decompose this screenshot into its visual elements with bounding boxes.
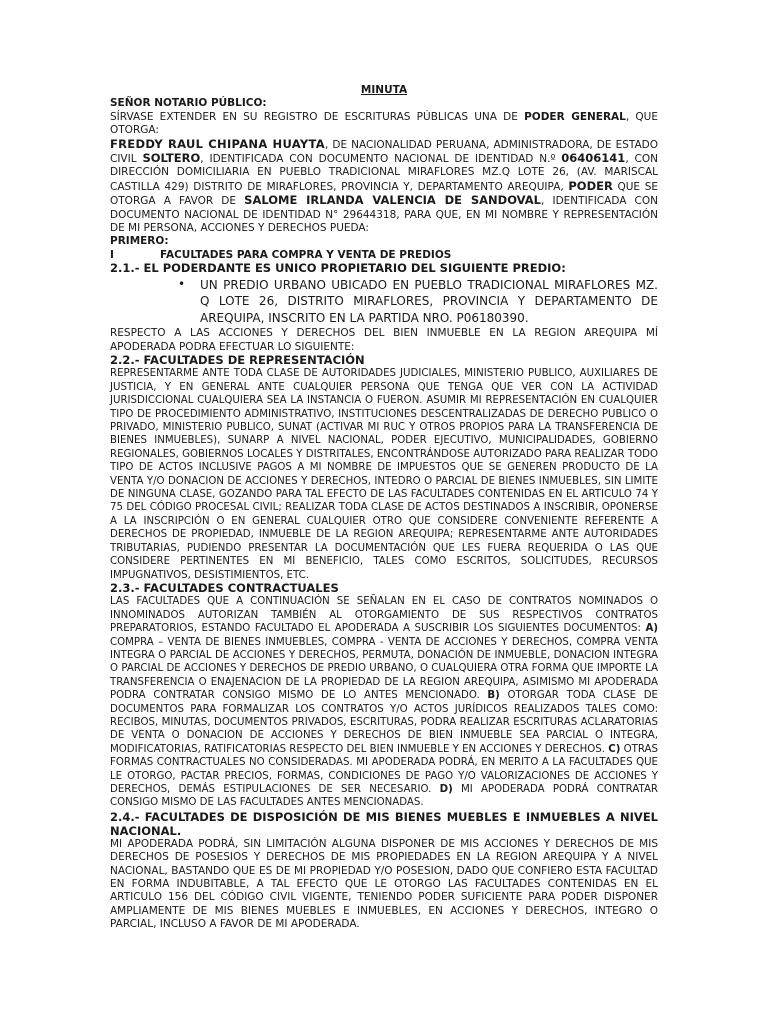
contract-text-3: OTORGAR TODA CLASE DE DOCUMENTOS PARA FORMALIZAR LOS CONTRATOS Y/O ACTOS JURÍDICOS REALIZADOS TALES COMO: RECIBOS, MINUTAS, DOCUMENTOS PRIVADOS, ESCRITURAS, PODRA REALIZAR ESCRITURAS ACLARATORIAS DE VENTA O DONACION DE ACCIONES Y DERECHOS DE BIEN INMUEBLE SEA PARCIAL O INTEGRA, MODIFICATORIAS, RATIFICATORIAS RESPECTO DEL BIEN INMUEBLE Y EN ACCIONES Y DERECHOS. xyxy=(110,690,658,755)
grantor-dni: 06406141 xyxy=(561,151,626,166)
section-2-1-after: RESPECTO A LAS ACCIONES Y DERECHOS DEL BIEN INMUEBLE EN LA REGION AREQUIPA MÍ APODERADA PODRA EFECTUAR LO SIGUIENTE: xyxy=(110,327,658,353)
party-paragraph xyxy=(110,138,658,236)
section-2-2-heading: 2.2.- FACULTADES DE REPRESENTACIÓN xyxy=(110,353,365,367)
intro-text: SÍRVASE EXTENDER EN SU REGISTRO DE ESCRITURAS PÚBLICAS UNA DE xyxy=(110,110,525,123)
intro-text-end: , QUE OTORGA: xyxy=(110,110,659,137)
section-i-number: I xyxy=(110,248,114,261)
bullet-dot: • xyxy=(178,276,186,291)
party-text-4: QUE SE OTORGA A FAVOR DE xyxy=(110,180,658,208)
civil-status: SOLTERO xyxy=(142,151,201,166)
primero-heading: PRIMERO: xyxy=(110,235,169,248)
contract-text-5: MI APODERADA PODRÁ CONTRATAR CONSIGO MISMO DE LAS FACULTADES ANTES MENCIONADAS. xyxy=(110,784,659,809)
section-i-label: FACULTADES PARA COMPRA Y VENTA DE PREDIOS xyxy=(160,248,452,261)
property-bullet xyxy=(110,277,658,327)
item-c-label: C) xyxy=(608,743,621,755)
item-b-label: B) xyxy=(487,690,500,702)
section-i-heading xyxy=(110,249,658,262)
section-2-2-body: REPRESENTARME ANTE TODA CLASE DE AUTORIDADES JUDICIALES, MINISTERIO PUBLICO, AUXILIARES DE JUSTICIA, Y EN GENERAL ANTE CUALQUIER PERSONA QUE TENGA QUE VER CON LA ACTIVIDAD JURISDICCIONAL CUALQUIERA SEA LA INSTANCIA O FUERON. ASUMIR MI REPRESENTACIÓN EN CUALQUIER TIPO DE PROCEDIMIENTO ADMINISTRATIVO, INSTITUCIONES DESCENTRALIZADAS DE DERECHO PUBLICO O PRIVADO, MINISTERIO PUBLICO, SUNAT (ACTIVAR MI RUC Y OTROS PROPIOS PARA LA TRANSFERENCIA DE BIENES INMUEBLES), SUNARP A NIVEL NACIONAL, PODER EJECUTIVO, MUNICIPALIDADES, GOBIERNO REGIONALES, GOBIERNOS LOCALES Y DISTRITALES, ENCONTRÁNDOSE AUTORIZADO PARA REALIZAR TODO TIPO DE ACTOS INCLUSIVE PAGOS A MI NOMBRE DE IMPUESTOS QUE SE GENEREN PRODUCTO DE LA VENTA Y/O DONACION DE ACCIONES Y DERECHOS, INTEDRO O PARCIAL DE BIENES INMUEBLES, SIN LIMITE DE NINGUNA CLASE, GOZANDO PARA TAL EFECTO DE LAS FACULTADES CONTENIDAS EN EL ARTICULO 74 Y 75 DEL CÓDIGO PROCESAL CIVIL; REALIZAR TODA CLASE DE ACTOS DESTINADOS A INSCRIBIR, OPONERSE A LA INSCRIPCIÓN O EN GENERAL CUALQUIER OTRO QUE CONSIDERE CONVENIENTE REFERENTE A DERECHOS DE PROPIEDAD, INMUEBLE DE LA REGION AREQUIPA; REPRESENTARME ANTE AUTORIDADES TRIBUTARIAS, PUDIENDO PRESENTAR LA DOCUMENTACIÓN QUE LES FUERA REQUERIDA O LAS QUE CONSIDERE PERTINENTES EN MI BENEFICIO, TALES COMO ESCRITOS, SOLICITUDES, RECURSOS IMPUGNATIVOS, DESISTIMIENTOS, ETC. xyxy=(110,368,658,581)
contract-text-1: LAS FACULTADES QUE A CONTINUACIÓN SE SEÑALAN EN EL CASO DE CONTRATOS NOMINADOS O INNOMINADOS AUTORIZAN TAMBIÉN AL OTORGAMIENTO DE SUS RESPECTIVOS CONTRATOS PREPARATORIOS, ESTANDO FACULTADO EL APODERADA A SUSCRIBIR LOS SIGUIENTES DOCUMENTOS: xyxy=(110,596,658,635)
property-description: UN PREDIO URBANO UBICADO EN PUEBLO TRADICIONAL MIRAFLORES MZ. Q LOTE 26, DISTRITO MIRAFLORES, PROVINCIA Y DEPARTAMENTO DE AREQUIPA, INSCRITO EN LA PARTIDA NRO. P06180390. xyxy=(200,277,658,325)
party-text-1: , DE NACIONALIDAD PERUANA, ADMINISTRADORA, DE ESTADO CIVIL xyxy=(110,138,659,166)
grantor-name: FREDDY RAUL CHIPANA HUAYTA xyxy=(110,136,325,151)
salutation: SEÑOR NOTARIO PÚBLICO: xyxy=(110,97,267,110)
item-a-label: A) xyxy=(645,623,658,635)
section-2-3-heading: 2.3.- FACULTADES CONTRACTUALES xyxy=(110,580,339,595)
document-title: MINUTA xyxy=(360,84,408,96)
document-page xyxy=(110,84,658,932)
party-text-3: , CON DIRECCIÓN DOMICILIARIA EN PUEBLO TRADICIONAL MIRAFLORES MZ.Q LOTE 26, (AV. MARISCAL CASTILLA 429) DISTRITO DE MIRAFLORES, PROVINCIA Y, DEPARTAMENTO AREQUIPA, xyxy=(110,153,658,193)
section-2-4-body: MI APODERADA PODRÁ, SIN LIMITACIÓN ALGUNA DISPONER DE MIS ACCIONES Y DERECHOS DE MIS DERECHOS DE POSESIOS Y DERECHOS DE MIS PROPIEDADES EN LA REGION AREQUIPA Y A NIVEL NACIONAL, BASTANDO QUE ES DE MI PROPIEDAD Y/O POSESION, DADO QUE CONFIERO ESTA FACULTAD EN FORMA INDUBITABLE, A TAL EFECTO QUE LE OTORGO LAS FACULTADES CONTENIDAS EN EL ARTICULO 156 DEL CÓDIGO CIVIL VIGENTE, TENIENDO PODER SUFICIENTE PARA PODER DISPONER AMPLIAMENTE DE MIS BIENES MUEBLES E INMUEBLES, EN ACCIONES Y DERECHOS, INTEGRO O PARCIAL, INCLUSO A FAVOR DE MI APODERADA. xyxy=(110,837,658,931)
item-d-label: D) xyxy=(439,784,453,795)
section-2-3-body xyxy=(110,595,658,810)
contract-text-4: OTRAS FORMAS CONTRACTUALES NO CONSIDERADAS. MI APODERADA PODRÁ, EN MERITO A LA FACULTADES QUE LE OTORGO, PACTAR PRECIOS, FORMAS, CONDICIONES DE PAGO Y/O VALORIZACIONES DE ACCIONES Y DERECHOS, DEMÁS ESTIPULACIONES DE SER NECESARIO. xyxy=(110,743,658,795)
intro-bold: PODER GENERAL xyxy=(524,110,626,123)
poder-label: PODER xyxy=(568,178,613,193)
party-text-5: , IDENTIFICADA CON DOCUMENTO NACIONAL DE IDENTIDAD N° 29644318, PARA QUE, EN MI NOMBRE Y REPRESENTACIÓN DE MI PERSONA, ACCIONES Y DERECHOS PUEDA: xyxy=(110,195,658,235)
contract-text-2: COMPRA – VENTA DE BIENES INMUEBLES, COMPRA - VENTA DE ACCIONES Y DERECHOS, COMPRA VENTA INTEGRA O PARCIAL DE ACCIONES Y DERECHOS, PERMUTA, DONACIÓN DE INMUEBLE, DONACION INTEGRA O PARCIAL DE ACCIONES Y DERECHOS DE PREDIO URBANO, O CUALQUIERA OTRA FORMA QUE IMPORTE LA TRANSFERENCIA O ENAJENACION DE LA PROPIEDAD DE LA REGION AREQUIPA, ASIMISMO MI APODERADA PODRA CONTRATAR CONSIGO MISMO DE LO ANTES MENCIONADO. xyxy=(110,636,658,702)
party-text-2: , IDENTIFICADA CON DOCUMENTO NACIONAL DE IDENTIDAD N.º xyxy=(200,153,562,166)
intro-paragraph xyxy=(110,111,658,138)
attorney-name: SALOME IRLANDA VALENCIA DE SANDOVAL xyxy=(244,193,542,208)
section-2-4-heading: 2.4.- FACULTADES DE DISPOSICIÓN DE MIS BIENES MUEBLES E INMUEBLES A NIVEL NACIONAL. xyxy=(110,809,658,838)
section-2-1-heading: 2.1.- EL PODERDANTE ES UNICO PROPIETARIO DEL SIGUIENTE PREDIO: xyxy=(110,261,566,276)
